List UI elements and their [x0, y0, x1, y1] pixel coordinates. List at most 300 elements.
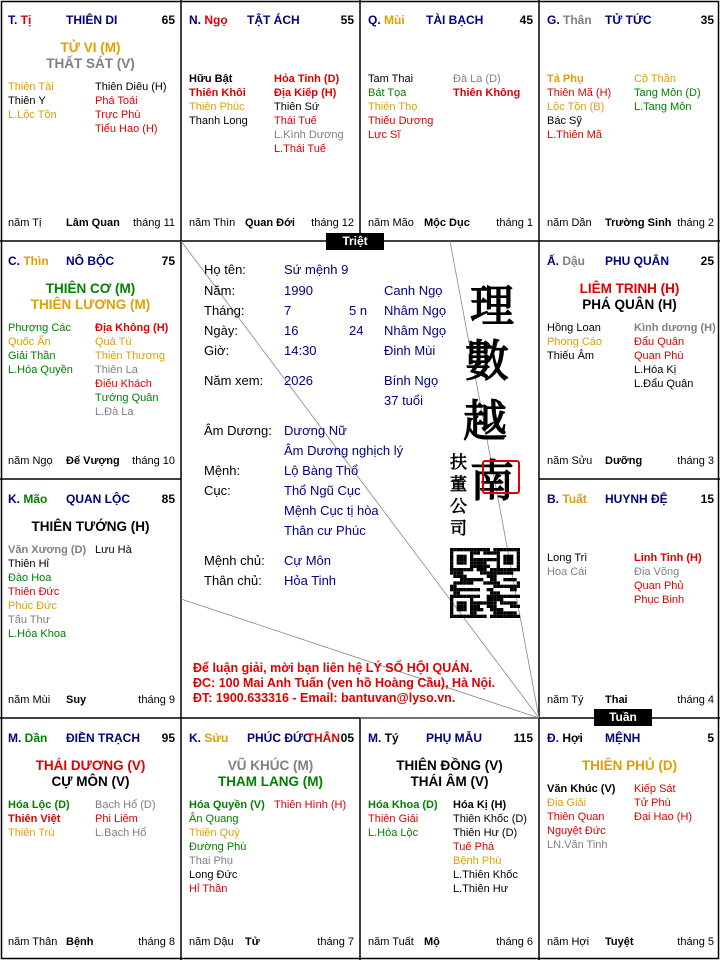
year-label: năm Thân [8, 936, 58, 948]
main-stars [539, 281, 720, 313]
star: Đẩu Quân [634, 336, 685, 348]
star: Thiên Y [8, 95, 46, 107]
main-star: THÁI DƯƠNG (V) [35, 758, 146, 773]
star: Thiên Tài [8, 81, 54, 93]
seal-char: 越 [463, 396, 507, 447]
palace-footer [547, 217, 714, 231]
main-stars [0, 40, 181, 72]
cung-label [547, 254, 585, 268]
star: Đường Phù [189, 841, 247, 853]
palace-footer [8, 694, 175, 708]
star: Đà La (D) [453, 73, 501, 85]
year-label: năm Tuất [368, 936, 414, 948]
palace-dau [539, 241, 720, 479]
palace-name: PHU QUÂN [605, 254, 670, 268]
year-label: năm Mùi [8, 694, 51, 706]
star: Thiên Mã (H) [547, 87, 612, 99]
main-stars [181, 758, 360, 790]
seal-stamp [482, 460, 520, 494]
star: L.Thái Tuế [274, 143, 326, 155]
star: Văn Khúc (V) [547, 783, 616, 795]
main-star: TỬ VI (M) [60, 40, 121, 55]
palace-number: 65 [161, 13, 175, 27]
star: Bác Sỹ [547, 115, 582, 127]
left-stars [368, 72, 433, 142]
center-value: Dương Nữ [284, 423, 347, 438]
main-star: THIÊN PHỦ (D) [581, 758, 678, 773]
center-value: Sứ mệnh 9 [284, 262, 349, 277]
cung-prefix: G. [547, 13, 564, 27]
phase-label: Quan Đới [245, 217, 295, 229]
main-star: THAM LANG (M) [218, 774, 323, 789]
star: Tử Phù [634, 797, 671, 809]
star: Phượng Các [8, 322, 71, 334]
star: Tuế Phá [453, 841, 495, 853]
star: Nguyệt Đức [547, 825, 606, 837]
star: Thiên Không [453, 87, 521, 99]
cung-label [189, 731, 228, 745]
palace-number: 85 [161, 492, 175, 506]
palace-footer [8, 455, 175, 469]
palace-suu [181, 718, 360, 960]
star: Thiên Hỉ [8, 558, 49, 570]
palace-footer [189, 936, 354, 950]
palace-name: TẬT ÁCH [247, 13, 300, 27]
right-stars [95, 798, 156, 840]
year-label: năm Thìn [189, 217, 236, 229]
star: Giải Thần [8, 350, 56, 362]
palace-number: 75 [161, 254, 175, 268]
center-value: 1990 [284, 283, 313, 298]
star: Thiếu Âm [547, 350, 595, 362]
left-stars [547, 72, 611, 142]
cung-label [8, 731, 47, 745]
right-stars [453, 72, 520, 100]
star: LN.Văn Tinh [547, 839, 608, 851]
star: Quả Tú [95, 336, 132, 348]
left-stars [368, 798, 438, 840]
star: Tấu Thư [8, 614, 51, 626]
left-stars [189, 72, 248, 128]
main-star: CỰ MÔN (V) [51, 774, 130, 789]
palace-mao [0, 479, 181, 718]
month-label: tháng 2 [677, 217, 714, 229]
star: Đại Hao (H) [634, 811, 693, 823]
star: L.Thiên Khốc [453, 869, 518, 881]
center-value-3: Đinh Mùi [384, 343, 436, 358]
star: Thiếu Dương [368, 115, 434, 127]
center-value: 2026 [284, 373, 313, 388]
star: Phá Toái [95, 95, 138, 107]
right-stars [95, 543, 132, 557]
palace-than [539, 0, 720, 241]
palace-name: QUAN LỘC [66, 492, 130, 506]
left-stars [547, 551, 587, 579]
star: Quốc Ấn [8, 336, 51, 348]
cung-prefix: N. [189, 13, 205, 27]
palace-header [8, 492, 175, 508]
month-label: tháng 4 [677, 694, 714, 706]
month-label: tháng 11 [132, 217, 175, 229]
cung-label [547, 13, 592, 27]
star: L.Hóa Khoa [8, 628, 67, 640]
cung-name: Mùi [384, 13, 405, 27]
star: L.Đà La [95, 406, 134, 418]
palace-number: 25 [700, 254, 714, 268]
seal-small-char: 司 [450, 519, 467, 539]
cung-prefix: Đ. [547, 731, 563, 745]
palace-name: TỬ TỨC [605, 13, 652, 27]
star: Phúc Đức [8, 600, 57, 612]
cung-name: Mão [23, 492, 48, 506]
star: Hoa Cái [547, 566, 587, 578]
cung-prefix: Q. [368, 13, 385, 27]
palace-footer [8, 217, 175, 231]
month-label: tháng 7 [317, 936, 354, 948]
cung-name: Tý [384, 731, 399, 745]
main-stars [0, 519, 181, 535]
star: Cô Thần [634, 73, 676, 85]
palace-footer [368, 936, 533, 950]
center-label: Năm: [204, 283, 236, 298]
star: L.Bạch Hổ [95, 827, 147, 839]
seal-char: 數 [465, 336, 509, 387]
star: Tướng Quân [95, 392, 159, 404]
right-stars [95, 80, 167, 136]
phase-label: Tuyệt [605, 936, 634, 948]
main-star: VŨ KHÚC (M) [227, 758, 314, 773]
star: Lưu Hà [95, 544, 132, 556]
cung-label [547, 492, 587, 506]
center-value-3: 37 tuổi [384, 393, 424, 408]
star: L.Hóa Kị [634, 364, 677, 376]
center-value-3: Nhâm Ngọ [384, 303, 447, 318]
left-stars [547, 321, 602, 363]
palace-name: MỆNH [605, 731, 641, 745]
center-label: Âm Dương: [204, 423, 272, 438]
palace-hoi [539, 718, 720, 960]
phase-label: Đế Vượng [66, 455, 120, 467]
left-stars [8, 543, 86, 641]
cung-prefix: K. [8, 492, 24, 506]
star: Hóa Khoa (D) [368, 799, 438, 811]
star: Hồng Loan [547, 322, 601, 334]
year-label: năm Hợi [547, 936, 590, 948]
cung-label [8, 492, 47, 506]
phase-label: Trường Sinh [605, 217, 672, 229]
palace-header [547, 13, 714, 29]
cung-label [547, 731, 583, 745]
right-stars [634, 321, 716, 391]
year-label: năm Tị [8, 217, 42, 229]
palace-dan [0, 718, 181, 960]
star: Thiên Hư (D) [453, 827, 518, 839]
year-label: năm Mão [368, 217, 414, 229]
month-label: tháng 12 [311, 217, 354, 229]
cung-name: Tuất [562, 492, 587, 506]
right-stars [453, 798, 527, 896]
star: Thai Phụ [189, 855, 234, 867]
palace-number: 35 [700, 13, 714, 27]
palace-header [8, 254, 175, 270]
cung-label [368, 731, 399, 745]
palace-header [368, 13, 533, 29]
star: Long Trì [547, 552, 588, 564]
star: L.Hóa Quyền [8, 364, 73, 376]
month-label: tháng 6 [496, 936, 533, 948]
cung-label [8, 254, 49, 268]
right-stars [274, 798, 346, 812]
seal-char: 理 [470, 281, 514, 332]
left-stars [8, 80, 57, 122]
star: Thiên Trù [8, 827, 55, 839]
year-label: năm Dần [547, 217, 592, 229]
right-stars [274, 72, 344, 156]
star: Thiên Khốc (D) [453, 813, 527, 825]
center-value: 16 [284, 323, 299, 338]
cung-name: Hợi [562, 731, 583, 745]
left-stars [189, 798, 265, 896]
palace-number: 05 [340, 731, 354, 745]
star: Long Đức [189, 869, 238, 881]
center-label: Năm xem: [204, 373, 264, 388]
center-value: 7 [284, 303, 292, 318]
cung-name: Thân [563, 13, 592, 27]
than-label: THÂN [306, 731, 340, 745]
year-label: năm Dậu [189, 936, 234, 948]
center-value-2: 5 n [349, 303, 368, 318]
star: Tả Phụ [547, 73, 584, 85]
main-stars [0, 758, 181, 790]
year-label: năm Sửu [547, 455, 593, 467]
center-label: Họ tên: [204, 262, 246, 277]
star: Thiên Giải [368, 813, 419, 825]
star: L.Lộc Tồn [8, 109, 57, 121]
right-stars [634, 72, 701, 114]
left-stars [8, 798, 70, 840]
star: Hóa Lộc (D) [8, 799, 70, 811]
phase-label: Mộc Dục [424, 217, 470, 229]
main-star: THẤT SÁT (V) [46, 56, 135, 71]
contact-notice: ĐC: 100 Mai Anh Tuấn (ven hồ Hoàng Cầu), Hà Nội. [193, 676, 496, 690]
palace-ngo [181, 0, 360, 241]
star: Lộc Tồn (B) [547, 101, 605, 113]
month-label: tháng 8 [138, 936, 175, 948]
star: Quan Phù [634, 350, 684, 362]
center-value: Cự Môn [284, 553, 331, 568]
cung-label [8, 13, 31, 27]
star: Thiên Phúc [189, 101, 245, 113]
star: Đào Hoa [8, 572, 52, 584]
star: Địa Kiếp (H) [274, 87, 337, 99]
star: Thiên Khôi [189, 87, 246, 99]
month-label: tháng 1 [496, 217, 533, 229]
cung-name: Sửu [204, 731, 229, 745]
palace-header [189, 13, 354, 29]
center-label: Mệnh: [204, 463, 241, 478]
palace-name: HUYNH ĐỆ [605, 492, 668, 506]
year-label: năm Ngọ [8, 455, 53, 467]
palace-ty [360, 718, 539, 960]
star: Kiếp Sát [634, 783, 676, 795]
star: Thiên Thương [95, 350, 166, 362]
star: Văn Xương (D) [8, 544, 87, 556]
star: Thiên Diêu (H) [95, 81, 167, 93]
cung-label [368, 13, 405, 27]
year-label: năm Tý [547, 694, 584, 706]
seal-small-char: 董 [450, 475, 467, 495]
main-star: PHÁ QUÂN (H) [582, 297, 677, 312]
cung-prefix: T. [8, 13, 21, 27]
palace-number: 15 [700, 492, 714, 506]
center-value: Hỏa Tinh [284, 573, 337, 588]
star: Thiên Quan [547, 811, 605, 823]
phase-label: Mộ [424, 936, 440, 948]
palace-header [189, 731, 354, 747]
main-star: THÁI ÂM (V) [410, 774, 489, 789]
cung-name: Ngọ [204, 13, 228, 27]
center-value-3: Canh Ngọ [384, 283, 443, 298]
star: Thiên Việt [8, 813, 61, 825]
palace-name: PHÚC ĐỨC [247, 731, 312, 745]
star: Tiểu Hao (H) [95, 123, 158, 135]
palace-name: THIÊN DI [66, 13, 118, 27]
center-value: Thổ Ngũ Cục [284, 483, 361, 498]
phase-label: Bệnh [66, 936, 94, 948]
palace-number: 115 [513, 731, 533, 745]
star: Bệnh Phù [453, 855, 502, 867]
month-label: tháng 9 [138, 694, 175, 706]
star: Địa Võng [634, 566, 680, 578]
phase-label: Thai [605, 694, 628, 706]
palace-number: 55 [340, 13, 354, 27]
star: Hữu Bật [189, 73, 233, 85]
palace-header [8, 731, 175, 747]
center-value-3: Bính Ngọ [384, 373, 439, 388]
star: L.Hóa Lộc [368, 827, 419, 839]
center-value-2: 24 [349, 323, 364, 338]
star: Phi Liêm [95, 813, 138, 825]
palace-header [547, 492, 714, 508]
star: L.Tang Môn [634, 101, 692, 113]
center-label: Mệnh chủ: [204, 553, 265, 568]
palace-header [547, 731, 714, 747]
star: Tang Môn (D) [634, 87, 701, 99]
palace-footer [547, 694, 714, 708]
cung-prefix: K. [189, 731, 205, 745]
star: Hỏa Tinh (D) [274, 73, 340, 85]
star: Hóa Kị (H) [453, 799, 507, 811]
contact-notice: ĐT: 1900.633316 - Email: bantuvan@lyso.vn. [193, 691, 456, 705]
palace-name: PHỤ MẪU [426, 731, 482, 745]
palace-number: 95 [161, 731, 175, 745]
right-stars [634, 551, 702, 607]
star: Thiên La [95, 364, 138, 376]
star: L.Thiên Mã [547, 129, 603, 141]
star: Tam Thai [368, 73, 414, 85]
main-star: THIÊN TƯỚNG (H) [31, 519, 150, 534]
center-value: 14:30 [284, 343, 317, 358]
cung-prefix: C. [8, 254, 24, 268]
cung-prefix: Ấ. [547, 254, 563, 268]
center-value: Mệnh Cục tị hòa [284, 503, 379, 518]
cung-name: Tị [20, 13, 32, 27]
center-label: Thân chủ: [204, 573, 262, 588]
star: Bạch Hổ (D) [95, 799, 156, 811]
main-star: THIÊN LƯƠNG (M) [30, 297, 151, 312]
star: Thiên Đức [8, 586, 60, 598]
center-label: Giờ: [204, 343, 230, 358]
seal-small-char: 扶 [450, 453, 467, 473]
center-value: Lộ Bàng Thổ [284, 463, 359, 478]
star: Điếu Khách [95, 378, 152, 390]
star: Lực Sĩ [368, 129, 401, 141]
star: Thái Tuế [274, 115, 317, 127]
cung-label [189, 13, 228, 27]
left-stars [547, 782, 615, 852]
triet-tag: Triệt [326, 233, 384, 250]
center-value: Thân cư Phúc [284, 523, 366, 538]
star: Hỉ Thần [189, 883, 228, 895]
tuan-tag: Tuần [594, 709, 652, 726]
star: Linh Tinh (H) [634, 552, 702, 564]
cung-prefix: M. [8, 731, 25, 745]
star: Thiên Thọ [368, 101, 418, 113]
star: Quan Phủ [634, 580, 684, 592]
palace-header [368, 731, 533, 747]
month-label: tháng 3 [677, 455, 714, 467]
star: Thiên Sứ [274, 101, 320, 113]
star: Phục Binh [634, 594, 685, 606]
phase-label: Lâm Quan [66, 217, 120, 229]
palace-tuat [539, 479, 720, 718]
seal-small-char: 公 [450, 497, 467, 517]
star: Trực Phù [95, 109, 141, 121]
palace-name: NÔ BỘC [66, 254, 114, 268]
palace-name: ĐIỀN TRẠCH [66, 731, 140, 745]
main-star: THIÊN ĐỒNG (V) [396, 758, 503, 773]
cung-prefix: B. [547, 492, 563, 506]
cung-prefix: M. [368, 731, 385, 745]
star: Phong Cáo [547, 336, 603, 348]
phase-label: Suy [66, 694, 87, 706]
cung-name: Dậu [562, 254, 586, 268]
star: Thiên Quý [189, 827, 240, 839]
main-stars [539, 758, 720, 774]
main-star: LIÊM TRINH (H) [579, 281, 680, 296]
palace-footer [368, 217, 533, 231]
cung-name: Thìn [23, 254, 49, 268]
star: Địa Giải [547, 797, 587, 809]
main-stars [360, 758, 539, 790]
star: Thanh Long [189, 115, 248, 127]
star: Địa Không (H) [95, 322, 169, 334]
left-stars [8, 321, 73, 377]
center-label: Ngày: [204, 323, 238, 338]
seal-char: 南 [470, 456, 514, 507]
month-label: tháng 10 [132, 455, 175, 467]
qr-code [450, 548, 520, 618]
palace-footer [547, 455, 714, 469]
right-stars [634, 782, 692, 824]
phase-label: Dưỡng [605, 455, 643, 467]
palace-number: 5 [707, 731, 714, 745]
palace-footer [189, 217, 354, 231]
palace-number: 45 [519, 13, 533, 27]
palace-mui [360, 0, 539, 241]
center-value-3: Nhâm Ngọ [384, 323, 447, 338]
star: L.Kình Dương [274, 129, 344, 141]
